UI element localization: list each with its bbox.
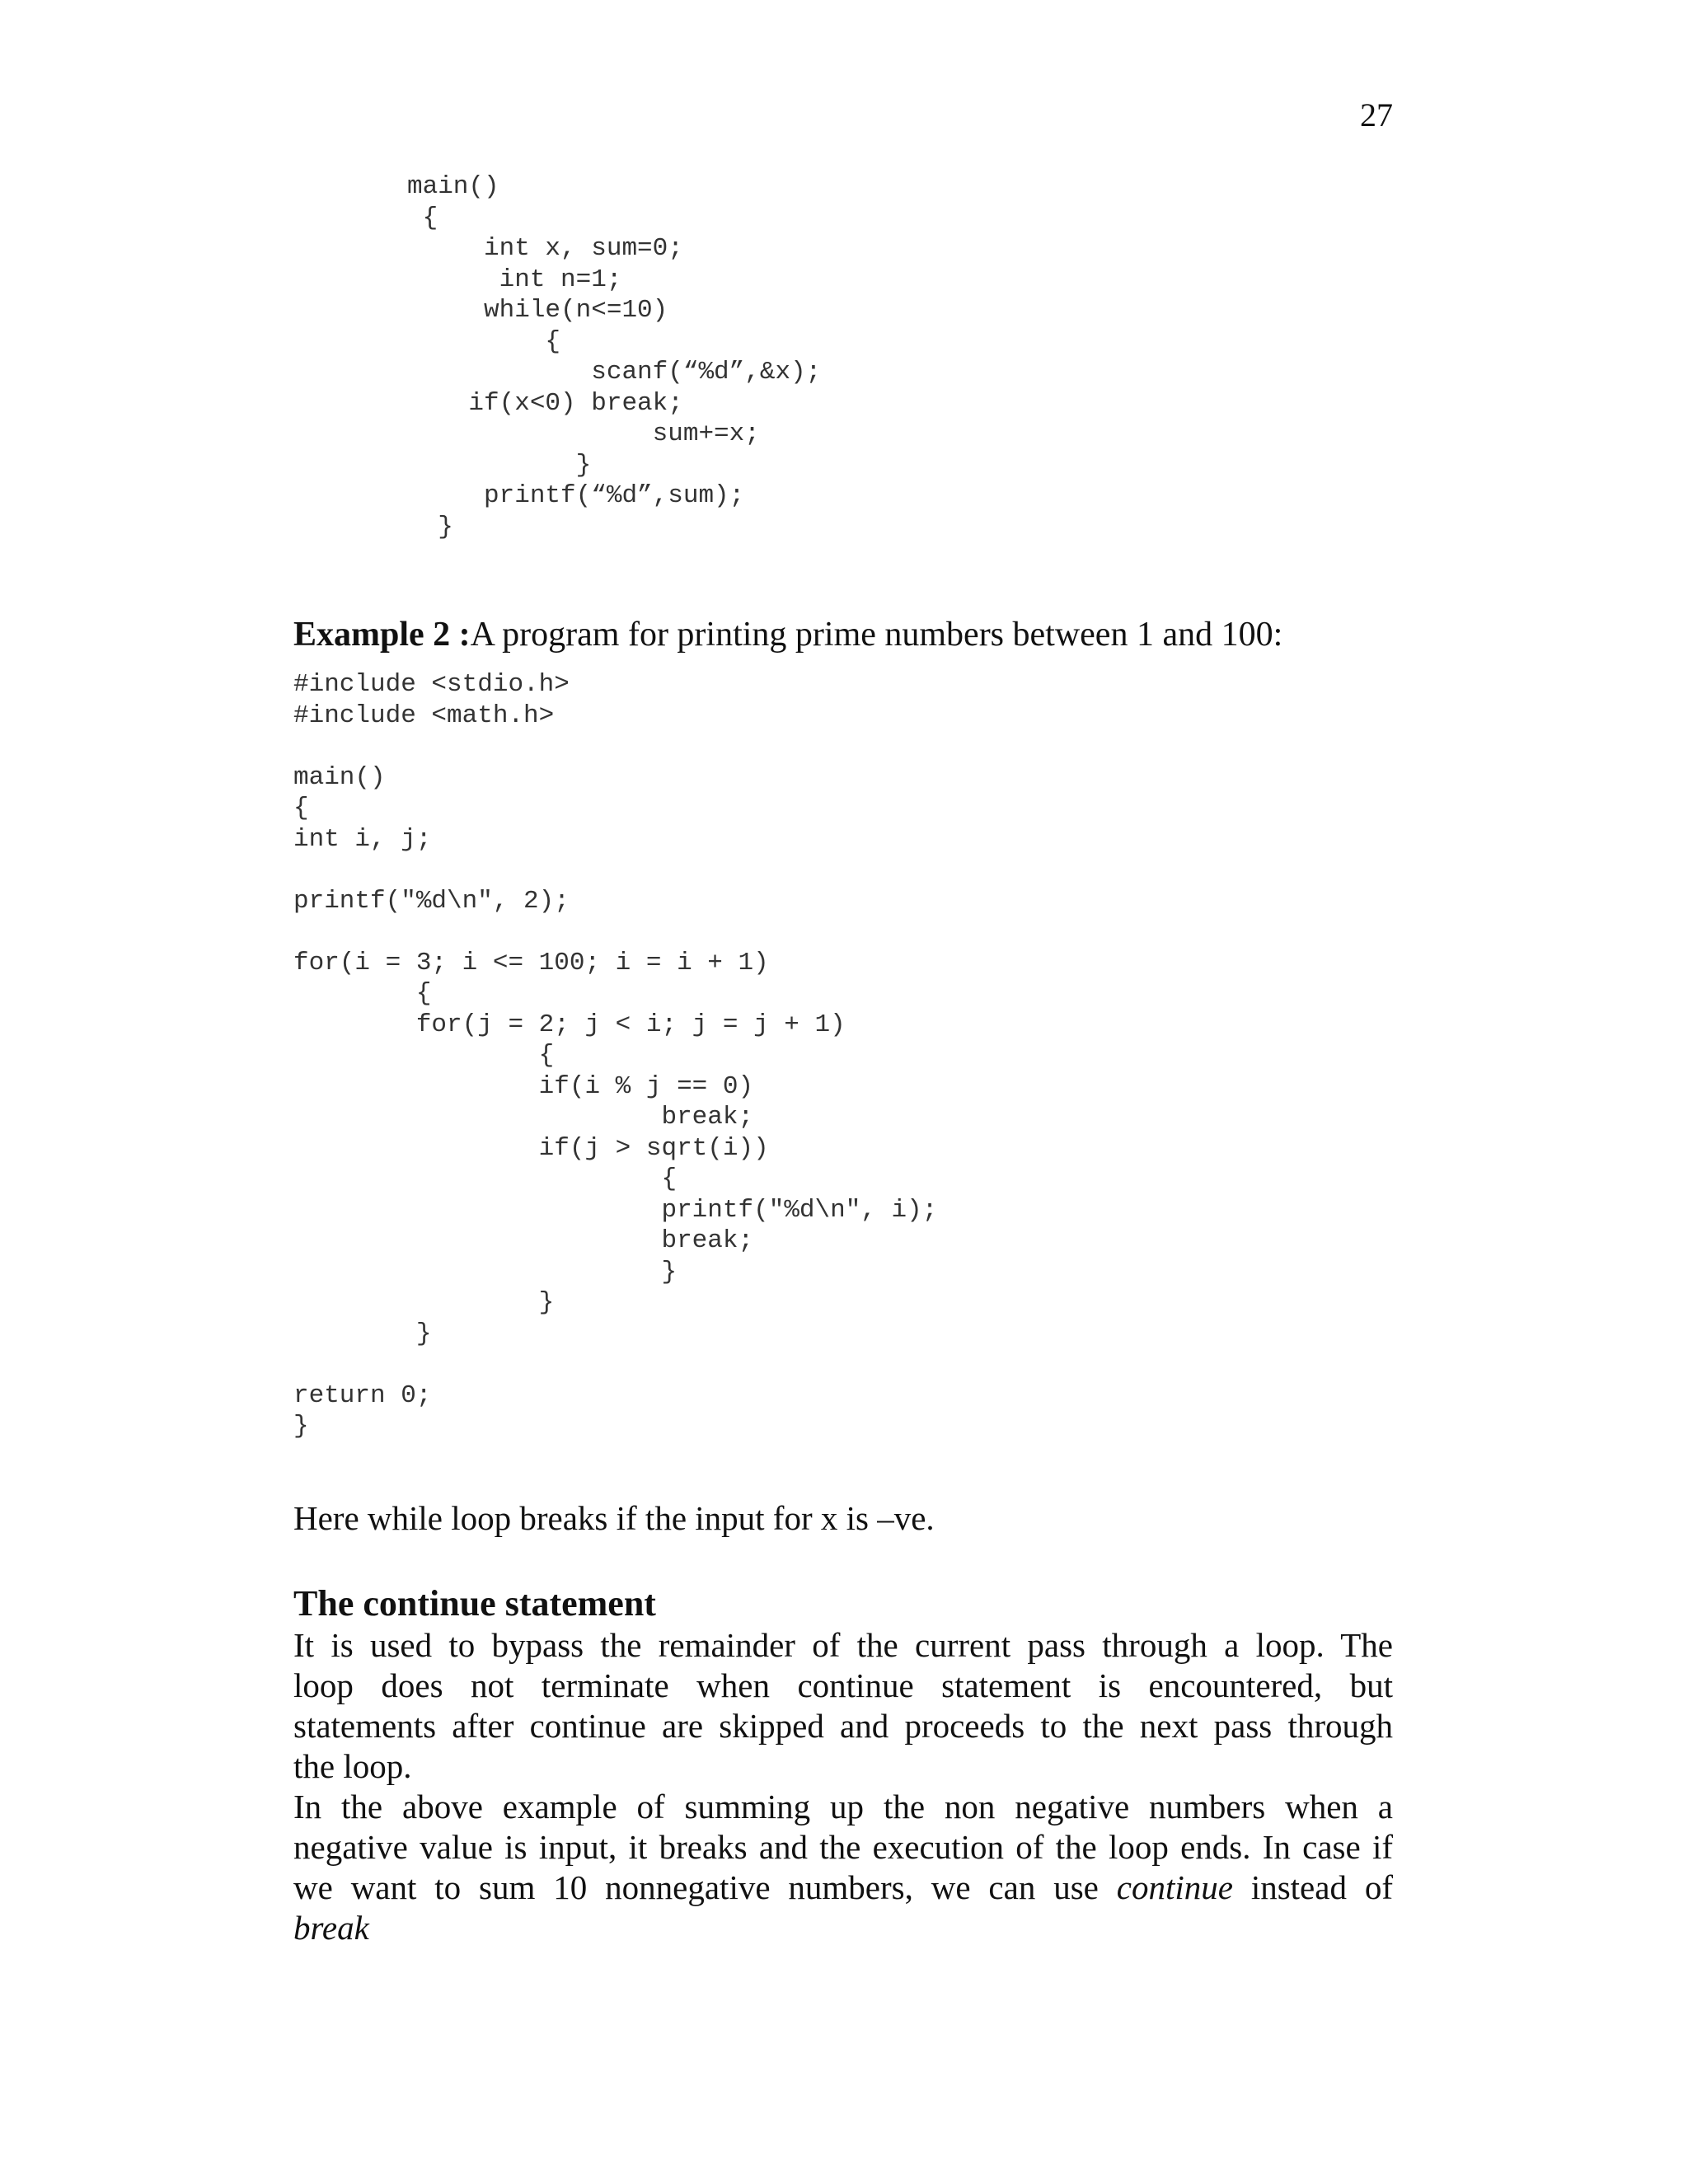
continue-example-paragraph — [293, 1787, 1393, 1948]
continue-description-paragraph — [293, 1625, 1393, 1787]
break-note-paragraph: Here while loop breaks if the input for x is –ve. — [293, 1499, 935, 1537]
page-number: 27 — [1360, 96, 1393, 134]
continue-keyword: continue — [1116, 1868, 1233, 1906]
break-keyword: break — [293, 1909, 369, 1947]
paragraph-line: loop does not terminate when continue statement is encountered, but — [293, 1666, 1393, 1704]
paragraph-line: In the above example of summing up the non negative numbers when a — [293, 1788, 1393, 1825]
paragraph-line — [293, 1908, 1393, 1948]
paragraph-text: instead of — [1232, 1868, 1393, 1906]
example-2-heading — [293, 613, 1282, 656]
paragraph-line: It is used to bypass the remainder of the current pass through a loop. The — [293, 1626, 1393, 1664]
example-2-description: A program for printing prime numbers between 1 and 100: — [470, 616, 1283, 654]
paragraph-line: the loop. — [293, 1747, 412, 1785]
paragraph-line: statements after continue are skipped and proceeds to the next pass through — [293, 1707, 1393, 1745]
paragraph-line — [293, 1868, 1393, 1908]
paragraph-text: we want to sum 10 nonnegative numbers, we can use — [293, 1868, 1117, 1906]
code-block-sum-loop: main() { int x, sum=0; int n=1; while(n<=10) { scanf(“%d”,&x); if(x<0) break; sum+=x; } printf(“%d”,sum); } — [407, 172, 822, 541]
continue-statement-heading: The continue statement — [293, 1583, 656, 1624]
example-2-label: Example 2 : — [293, 616, 471, 654]
code-block-prime-numbers: #include <stdio.h> #include <math.h> main() { int i, j; printf("%d\n", 2); for(i = 3; i <= 100; i = i + 1) { for(j = 2; j < i; j = j + 1) { if(i % j == 0) break; if(j > sqrt(i)) { printf("%d\n", i); break; } } } return 0; } — [293, 670, 938, 1441]
paragraph-line: negative value is input, it breaks and the execution of the loop ends. In case if — [293, 1828, 1393, 1866]
